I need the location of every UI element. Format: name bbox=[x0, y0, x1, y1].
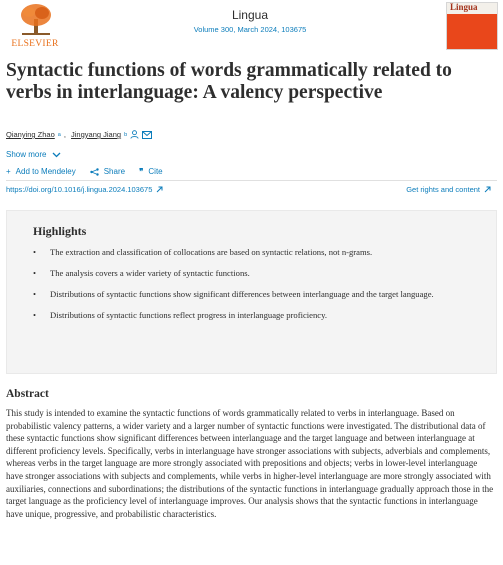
author-list bbox=[6, 130, 152, 139]
affiliation-sup[interactable]: a bbox=[57, 131, 61, 138]
author-link[interactable]: Qianying Zhao bbox=[6, 130, 55, 139]
abstract-title: Abstract bbox=[6, 388, 49, 400]
highlights-list bbox=[33, 246, 473, 330]
bullet: • bbox=[33, 247, 37, 257]
publisher-logo-text: ELSEVIER bbox=[11, 39, 59, 49]
doi-text: https://doi.org/10.1016/j.lingua.2024.103675 bbox=[6, 185, 153, 194]
person-icon[interactable] bbox=[130, 130, 139, 139]
plus-icon: + bbox=[6, 167, 11, 176]
affiliation-sup[interactable]: b bbox=[124, 131, 128, 138]
rights-link[interactable] bbox=[406, 185, 491, 194]
highlight-text: Distributions of syntactic functions reflect progress in interlanguage proficiency. bbox=[50, 310, 327, 320]
author-separator: , bbox=[63, 130, 69, 139]
cover-banner bbox=[447, 3, 497, 14]
bullet: • bbox=[33, 289, 37, 299]
bullet: • bbox=[33, 268, 37, 278]
share-icon bbox=[90, 168, 99, 176]
doi-link[interactable] bbox=[6, 185, 163, 194]
chevron-down-icon bbox=[52, 152, 61, 158]
journal-header bbox=[0, 0, 503, 52]
elsevier-logo[interactable] bbox=[4, 3, 66, 49]
abstract-text: This study is intended to examine the syntactic functions of words grammatically related to verbs in interlanguage. Based on probabilistic valency patterns, a wider variety and a larger number of syntactic functions were investigated. The distributional data of these syntactic functions show significant differences between interlanguage and the target language and between interlanguage at different proficiency levels. Specifically, verbs in interlanguage have stronger associations with subjects, adverbials and complements, whereas verbs in the target language are more strongly associated with prepositions and objects; verbs in lower-level interlanguage have stronger associations with subjects and complements, while verbs in higher-level interlanguage are more strongly associated with auxiliaries, connections and subordinations; the distributions of the syntactic functions in interlanguage gradually approach those in the target language as the proficiency level of interlanguage improves. Our analysis shows that the syntactic functions in interlanguage have unique, progressive, and probabilistic characteristics. bbox=[6, 408, 494, 519]
author-link[interactable]: Jingyang Jiang bbox=[71, 130, 122, 139]
article-actions bbox=[6, 167, 163, 176]
highlight-item bbox=[33, 246, 473, 258]
share-button[interactable] bbox=[90, 167, 125, 176]
rights-label: Get rights and content bbox=[406, 185, 480, 194]
mail-icon[interactable] bbox=[142, 131, 152, 139]
article-title: Syntactic functions of words grammatically related to verbs in interlanguage: A valency perspective bbox=[6, 60, 452, 103]
share-label: Share bbox=[103, 167, 126, 176]
divider bbox=[6, 180, 497, 181]
quote-icon: ❞ bbox=[139, 167, 144, 176]
volume-info[interactable]: Volume 300, March 2024, 103675 bbox=[193, 25, 307, 34]
highlights-box bbox=[6, 210, 497, 374]
cite-button[interactable] bbox=[139, 167, 163, 176]
cover-title: Lingua bbox=[450, 2, 478, 12]
bullet: • bbox=[33, 310, 37, 320]
external-link-icon bbox=[156, 186, 163, 193]
highlight-item bbox=[33, 288, 473, 300]
highlight-text: The extraction and classification of collocations are based on syntactic relations, not n-grams. bbox=[50, 247, 373, 257]
highlights-title: Highlights bbox=[33, 224, 87, 238]
tree-logo-icon bbox=[18, 3, 54, 37]
show-more-button[interactable] bbox=[6, 150, 61, 159]
highlight-item bbox=[33, 267, 473, 279]
journal-cover-image[interactable] bbox=[446, 2, 498, 50]
show-more-label: Show more bbox=[6, 150, 47, 159]
journal-name[interactable]: Lingua bbox=[231, 8, 269, 22]
highlight-text: Distributions of syntactic functions show significant differences between interlanguage and the target language. bbox=[50, 289, 434, 299]
mendeley-label: Add to Mendeley bbox=[15, 167, 76, 176]
add-to-mendeley-button[interactable] bbox=[6, 167, 76, 176]
cite-label: Cite bbox=[148, 167, 163, 176]
highlight-item bbox=[33, 309, 473, 321]
highlight-text: The analysis covers a wider variety of syntactic functions. bbox=[50, 268, 250, 278]
external-link-icon bbox=[484, 186, 491, 193]
